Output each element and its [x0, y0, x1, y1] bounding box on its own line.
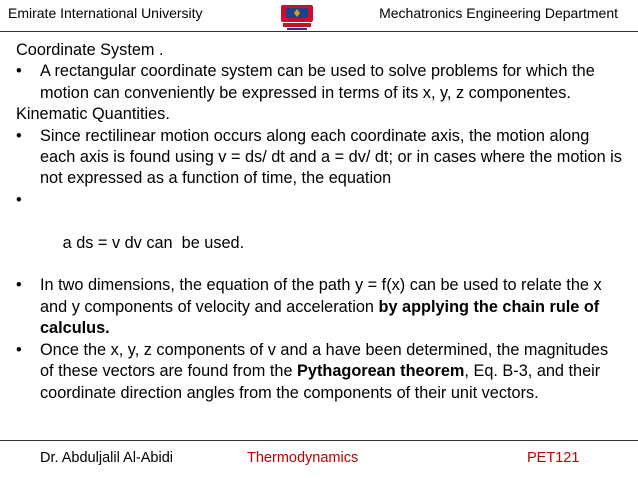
footer-course: Thermodynamics [247, 450, 359, 466]
slide-content [16, 40, 624, 404]
footer-author: Dr. Abduljalil Al-Abidi [40, 450, 173, 466]
bullet-bold-text: Pythagorean theorem [297, 362, 465, 381]
bullet-dot: • [16, 126, 22, 145]
department-name: Mechatronics Engineering Department [379, 5, 618, 21]
header-divider [0, 31, 638, 32]
bullet-text: a ds = v dv can be used. [58, 233, 245, 252]
bullet-item-1 [16, 61, 624, 104]
bullet-bold-text: by applying the chain rule of calculus. [40, 297, 600, 338]
bullet-text: Once the x, y, z components of v and a have been determined, the magnitudes of these vectors are found from the [40, 340, 609, 381]
bullet-item-5 [16, 340, 624, 404]
bullet-item-4 [16, 275, 624, 339]
bullet-dot: • [16, 190, 22, 209]
slide-header [0, 0, 638, 30]
university-crest-icon [278, 2, 316, 32]
bullet-text: Since rectilinear motion occurs along each coordinate axis, the motion along each axis is found using v = ds/ dt and a = dv/ dt; or in cases where the motion is not expressed as a function of time, the equation [40, 126, 622, 188]
bullet-text: A rectangular coordinate system can be used to solve problems for which the motion can conveniently be expressed in terms of its x, y, z componentes. [40, 62, 595, 102]
bullet-item-3 [16, 190, 624, 276]
bullet-dot: • [16, 340, 22, 359]
footer-course-code: PET121 [527, 450, 580, 466]
bullet-item-2 [16, 126, 624, 190]
footer-divider [0, 440, 638, 441]
heading-coordinate-system: Coordinate System . [16, 41, 164, 59]
bullet-dot: • [16, 62, 22, 81]
bullet-dot: • [16, 276, 22, 295]
bullet-text: In two dimensions, the equation of the path y = f(x) can be used to relate the x and y components of velocity and acceleration [40, 276, 602, 316]
heading-kinematic-quantities: Kinematic Quantities. [16, 105, 170, 124]
bullet-text: , Eq. B-3, and their coordinate direction angles from the components of their unit vectors. [40, 362, 601, 402]
university-name: Emirate International University [8, 5, 203, 21]
